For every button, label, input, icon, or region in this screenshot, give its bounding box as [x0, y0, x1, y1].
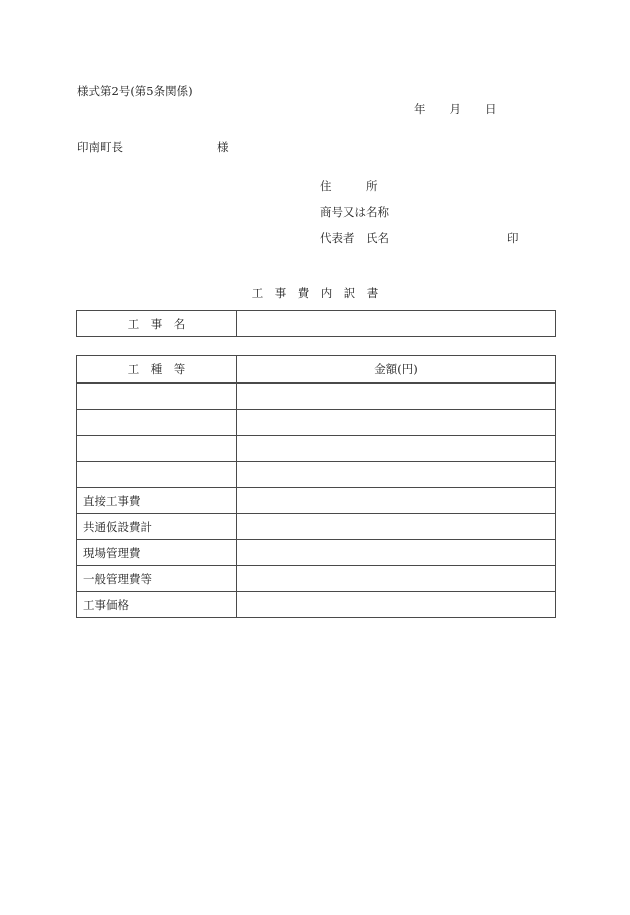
addressee: [77, 142, 229, 154]
construction-price-amount[interactable]: [237, 592, 556, 618]
address-label: 住 所: [320, 179, 378, 193]
table-row: [77, 514, 556, 540]
construction-price-label: 工事価格: [77, 592, 237, 618]
date-day-label: 日: [485, 102, 497, 116]
row-item-cell[interactable]: [77, 383, 237, 410]
project-name-table: [76, 310, 556, 337]
project-name-field[interactable]: [237, 311, 556, 337]
header-work-type: 工 種 等: [77, 356, 237, 384]
row-item-cell[interactable]: [77, 410, 237, 436]
table-row: [77, 436, 556, 462]
temporary-cost-amount[interactable]: [237, 514, 556, 540]
row-amount-cell[interactable]: [237, 410, 556, 436]
project-name-row: [77, 311, 556, 337]
addressee-honorific: 様: [217, 140, 229, 154]
date-line: [414, 104, 497, 116]
table-row: [77, 488, 556, 514]
site-management-cost-amount[interactable]: [237, 540, 556, 566]
table-row: [77, 566, 556, 592]
table-row: [77, 462, 556, 488]
date-year-label: 年: [414, 102, 426, 116]
row-amount-cell[interactable]: [237, 462, 556, 488]
form-number: 様式第2号(第5条関係): [77, 84, 193, 98]
representative-label: 代表者 氏名: [320, 231, 389, 245]
table-row: [77, 410, 556, 436]
seal-label: 印: [507, 231, 519, 245]
date-month-label: 月: [449, 102, 461, 116]
table-row: [77, 592, 556, 618]
general-admin-cost-amount[interactable]: [237, 566, 556, 592]
site-management-cost-label: 現場管理費: [77, 540, 237, 566]
header-amount: 金額(円): [237, 356, 556, 384]
trade-name-label: 商号又は名称: [320, 205, 389, 219]
document-title: 工 事 費 内 訳 書: [251, 286, 379, 300]
temporary-cost-label: 共通仮設費計: [77, 514, 237, 540]
row-item-cell[interactable]: [77, 436, 237, 462]
row-item-cell[interactable]: [77, 462, 237, 488]
cost-breakdown-table: [76, 355, 556, 618]
addressee-name: 印南町長: [77, 140, 123, 154]
table-row: [77, 383, 556, 410]
applicant-block: [320, 181, 519, 259]
direct-cost-amount[interactable]: [237, 488, 556, 514]
row-amount-cell[interactable]: [237, 383, 556, 410]
row-amount-cell[interactable]: [237, 436, 556, 462]
table-row: [77, 540, 556, 566]
table-header-row: [77, 356, 556, 384]
project-name-label: 工 事 名: [77, 311, 237, 337]
direct-cost-label: 直接工事費: [77, 488, 237, 514]
representative-line: [320, 233, 519, 259]
general-admin-cost-label: 一般管理費等: [77, 566, 237, 592]
